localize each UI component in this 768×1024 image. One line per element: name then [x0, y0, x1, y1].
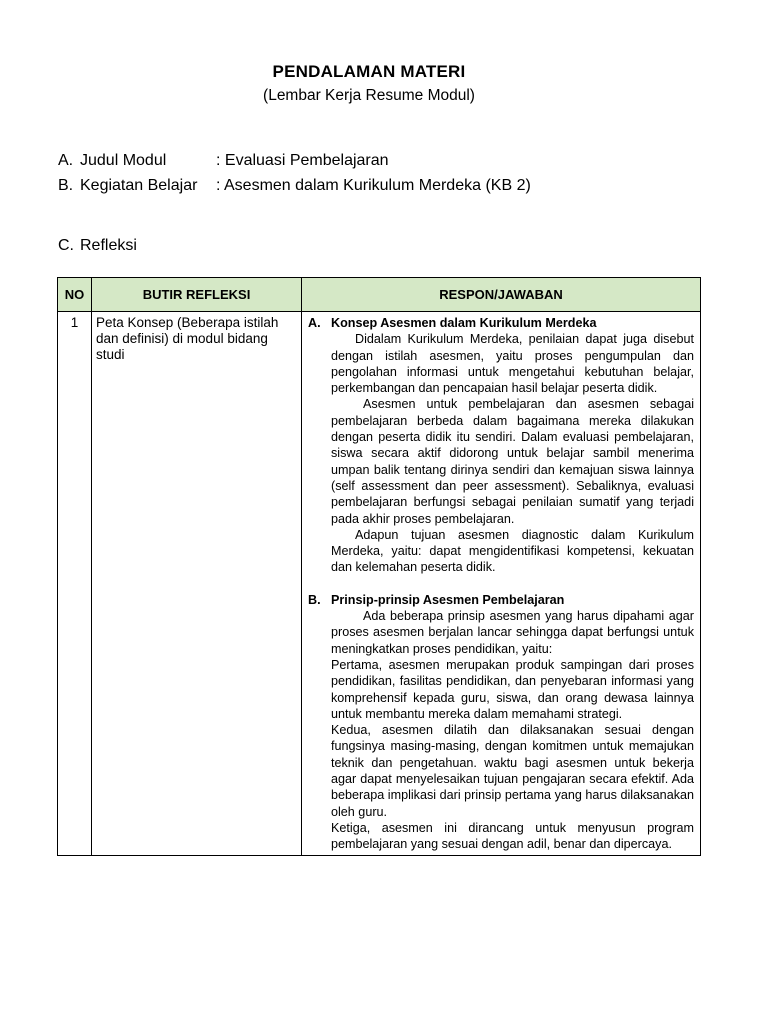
- document-subtitle: (Lembar Kerja Resume Modul): [263, 87, 475, 104]
- meta-b-value: : Asesmen dalam Kurikulum Merdeka (KB 2): [216, 177, 531, 194]
- document-title: PENDALAMAN MATERI: [272, 62, 466, 81]
- section-a-body: [331, 331, 694, 575]
- reflection-table: [57, 277, 701, 856]
- section-c-label: Refleksi: [80, 237, 137, 254]
- table-header-row: [58, 278, 701, 312]
- section-a-marker: A.: [308, 316, 321, 330]
- meta-a-letter: A.: [58, 152, 74, 169]
- table-row: [58, 312, 701, 856]
- row-respon-jawaban: [302, 312, 701, 856]
- section-b-marker: B.: [308, 592, 321, 607]
- section-b-body: [331, 608, 694, 852]
- meta-b-letter: B.: [58, 177, 74, 194]
- header-no: NO: [58, 278, 92, 312]
- section-a-title: Konsep Asesmen dalam Kurikulum Merdeka: [331, 316, 597, 330]
- section-a-paragraph-2: Asesmen untuk pembelajaran dan asesmen sebagai pembelajaran berbeda dalam bagaimana mereka dilakukan dengan peserta didik itu sendiri. Dalam evaluasi pembelajaran, siswa secara aktif didorong untuk belajar sambil menerima umpan balik tentang dirinya sendiri dan kemajuan siswa lainnya (self assessment dan peer assessment). Sebaliknya, evaluasi pembelajaran berfungsi sebagai penilaian sumatif yang terjadi pada akhir proses pembelajaran.: [331, 397, 694, 526]
- section-b-paragraph-3: Kedua, asesmen dilatih dan dilaksanakan sesuai dengan fungsinya masing-masing, dengan komitmen untuk memajukan teknik dan pengetahuan. waktu bagi asesmen untuk bekerja agar dapat menyelesaikan tujuan pengajaran secara efektif. Ada beberapa implikasi dari prinsip pertama yang harus dilaksanakan oleh guru.: [331, 723, 694, 819]
- section-c-letter: C.: [58, 237, 74, 254]
- section-a-paragraph-3: Adapun tujuan asesmen diagnostic dalam Kurikulum Merdeka, yaitu: dapat mengidentifikasi kompetensi, kekuatan dan kelemahan peserta didik.: [331, 527, 694, 575]
- section-b-paragraph-4: Ketiga, asesmen ini dirancang untuk menyusun program pembelajaran yang sesuai dengan adil, benar dan dipercaya.: [331, 820, 694, 852]
- section-b-paragraph-2: Pertama, asesmen merupakan produk sampingan dari proses pendidikan, fasilitas pendidikan, dan penyebaran informasi yang komprehensif kepada guru, siswa, dan orang dewasa lainnya untuk membantu mereka dalam memahami strategi.: [331, 657, 694, 721]
- section-b-paragraph-1: Ada beberapa prinsip asesmen yang harus dipahami agar proses asesmen berjalan lancar sehingga dapat berfungsi untuk meningkatkan proses pendidikan, yaitu:: [331, 609, 694, 656]
- row-butir-refleksi: Peta Konsep (Beberapa istilah dan definisi) di modul bidang studi: [92, 312, 302, 856]
- section-refleksi-heading: [58, 237, 137, 255]
- meta-a-key: Judul Modul: [80, 152, 167, 169]
- header-butir-refleksi: BUTIR REFLEKSI: [92, 278, 302, 312]
- section-spacer: [308, 576, 694, 592]
- meta-b-key: Kegiatan Belajar: [80, 177, 198, 194]
- section-b-heading: [308, 592, 694, 608]
- meta-a-value: : Evaluasi Pembelajaran: [216, 152, 389, 169]
- meta-judul-modul: [58, 152, 389, 170]
- section-b-title: Prinsip-prinsip Asesmen Pembelajaran: [331, 592, 565, 607]
- header-respon-jawaban: RESPON/JAWABAN: [302, 278, 701, 312]
- section-a-paragraph-1: Didalam Kurikulum Merdeka, penilaian dapat juga disebut dengan istilah asesmen, yaitu proses pengumpulan dan pengolahan informasi untuk mengetahui kebutuhan belajar, perkembangan dan pencapaian hasil belajar peserta didik.: [331, 332, 694, 396]
- meta-kegiatan-belajar: [58, 177, 531, 195]
- row-number: 1: [58, 312, 92, 856]
- section-a-heading: [308, 315, 694, 331]
